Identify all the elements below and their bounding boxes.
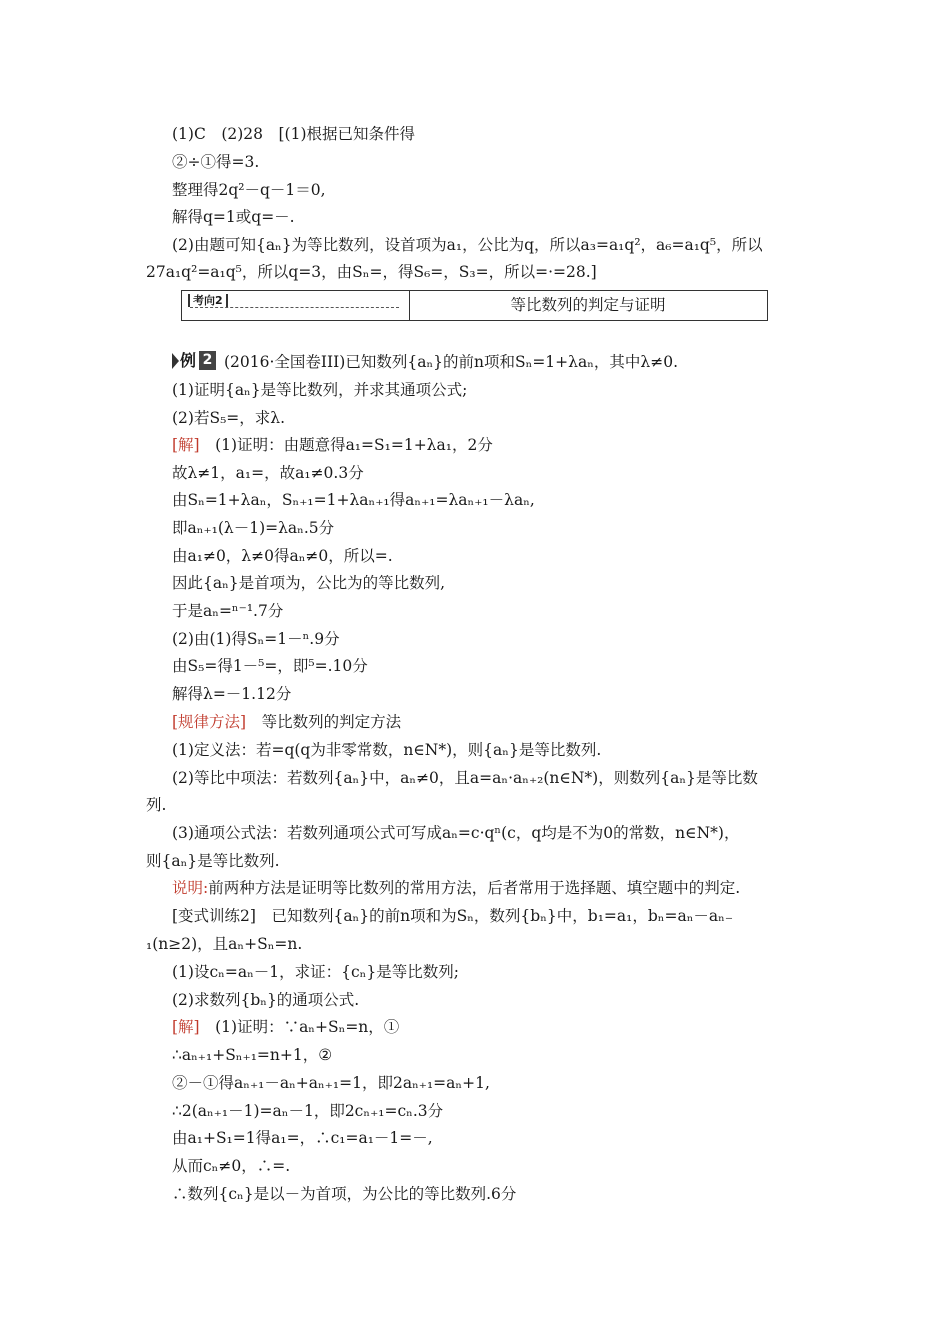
solution-line [172, 408, 285, 428]
solution-line [172, 962, 459, 982]
solution-line [172, 768, 758, 788]
section-label: [规律方法] [172, 713, 247, 731]
line-text: 从而cₙ≠0，∴=. [172, 1157, 291, 1175]
line-text: ∴数列{cₙ}是以－为首项，为公比的等比数列.6分 [172, 1185, 517, 1203]
answer-line [172, 152, 259, 172]
line-text: ∴aₙ₊₁+Sₙ₊₁=n+1，② [172, 1046, 333, 1064]
triangle-icon [172, 353, 179, 369]
solution-line [172, 1184, 516, 1204]
answer-line [172, 235, 763, 255]
answer-line [172, 124, 415, 144]
line-text: 解得λ=－1.12分 [172, 685, 292, 703]
line-text: ₁(n≥2)，且aₙ+Sₙ=n. [146, 935, 303, 953]
solution-line [172, 380, 467, 400]
line-text: (1)C (2)28 [(1)根据已知条件得 [172, 125, 415, 143]
line-text: (3)通项公式法：若数列通项公式可写成aₙ=c·qⁿ(c，q均是不为0的常数，n∈N*)， [172, 824, 740, 842]
solution-line [172, 990, 359, 1010]
solution-line [172, 878, 740, 898]
line-text: (2)若S₅=，求λ. [172, 409, 286, 427]
line-text: (1)证明：由题意得a₁=S₁=1+λa₁，2分 [199, 436, 493, 454]
section-label: [解] [172, 436, 200, 454]
answer-line [172, 207, 295, 227]
line-text: [变式训练2] 已知数列{aₙ}的前n项和为Sₙ，数列{bₙ}中，b₁=a₁，bₙ=aₙ－aₙ₋ [172, 907, 734, 925]
solution-line [146, 851, 280, 871]
solution-line [172, 656, 368, 676]
line-text: 由a₁+S₁=1得a₁=，∴c₁=a₁－1=－, [172, 1129, 433, 1147]
line-text: 则{aₙ}是等比数列. [146, 852, 280, 870]
solution-line [172, 712, 401, 732]
line-text: (1)证明{aₙ}是等比数列，并求其通项公式; [172, 381, 468, 399]
line-text: ②÷①得=3. [172, 153, 260, 171]
answer-line [172, 180, 326, 200]
line-text: 等比数列的判定方法 [246, 713, 402, 731]
line-text: (1)设cₙ=aₙ－1，求证：{cₙ}是等比数列; [172, 963, 459, 981]
solution-line [172, 518, 334, 538]
solution-line [172, 629, 340, 649]
solution-line [172, 463, 364, 483]
solution-line [172, 490, 535, 510]
topic-tag: 考向2 [188, 294, 228, 307]
line-text: ②－①得aₙ₊₁－aₙ+aₙ₊₁=1，即2aₙ₊₁=aₙ+1, [172, 1074, 490, 1092]
solution-line [172, 546, 393, 566]
line-text: (2)等比中项法：若数列{aₙ}中，aₙ≠0，且a=aₙ·aₙ₊₂(n∈N*)，则数列{aₙ}是等比数 [172, 769, 758, 787]
example-badge [172, 351, 218, 370]
section-label: [解] [172, 1018, 200, 1036]
solution-line [172, 823, 739, 843]
line-text: 由a₁≠0，λ≠0得aₙ≠0，所以=. [172, 547, 393, 565]
line-text: 于是aₙ=ⁿ⁻¹.7分 [172, 602, 284, 620]
solution-line [172, 1017, 399, 1037]
solution-line [172, 1101, 443, 1121]
solution-line [172, 601, 283, 621]
section-label: 说明: [172, 879, 209, 897]
line-text: 由Sₙ=1+λaₙ，Sₙ₊₁=1+λaₙ₊₁得aₙ₊₁=λaₙ₊₁－λaₙ, [172, 491, 535, 509]
line-text: (2)求数列{bₙ}的通项公式. [172, 991, 360, 1009]
line-text: 前两种方法是证明等比数列的常用方法，后者常用于选择题、填空题中的判定. [208, 879, 741, 897]
line-text: 列. [146, 796, 167, 814]
line-text: 即aₙ₊₁(λ－1)=λaₙ.5分 [172, 519, 335, 537]
example-word: 例 [180, 351, 197, 370]
line-text: (2)由题可知{aₙ}为等比数列，设首项为a₁，公比为q，所以a₃=a₁q²，a₆=a₁q⁵，所以 [172, 236, 763, 254]
solution-line [172, 435, 493, 455]
solution-line [172, 1156, 290, 1176]
line-text: ∴2(aₙ₊₁－1)=aₙ－1，即2cₙ₊₁=cₙ.3分 [172, 1102, 444, 1120]
solution-line [172, 1045, 332, 1065]
solution-line [172, 1128, 433, 1148]
solution-line [172, 740, 601, 760]
solution-line [172, 684, 291, 704]
solution-line [172, 573, 445, 593]
example-line [172, 351, 678, 372]
answer-line [146, 262, 597, 282]
line-text: (1)证明：∵aₙ+Sₙ=n，① [199, 1018, 400, 1036]
dashed-divider [190, 307, 399, 308]
solution-line [172, 906, 733, 926]
example-text: (2016·全国卷III)已知数列{aₙ}的前n项和Sₙ=1+λaₙ，其中λ≠0. [224, 353, 679, 371]
line-text: (2)由(1)得Sₙ=1－ⁿ.9分 [172, 630, 340, 648]
example-number: 2 [199, 351, 216, 370]
line-text: 27a₁q²=a₁q⁵，所以q=3，由Sₙ=，得S₆=，S₃=，所以=·=28.] [146, 263, 597, 281]
line-text: (1)定义法：若=q(q为非零常数，n∈N*)，则{aₙ}是等比数列. [172, 741, 602, 759]
line-text: 由S₅=得1－⁵=，即⁵=.10分 [172, 657, 368, 675]
line-text: 故λ≠1，a₁=，故a₁≠0.3分 [172, 464, 364, 482]
topic-title: 等比数列的判定与证明 [510, 296, 666, 314]
line-text: 因此{aₙ}是首项为，公比为的等比数列, [172, 574, 446, 592]
solution-line [172, 1073, 490, 1093]
topic-tag-cell [182, 291, 410, 320]
line-text: 解得q=1或q=－. [172, 208, 295, 226]
line-text: 整理得2q²－q－1＝0, [172, 181, 326, 199]
solution-line [146, 934, 302, 954]
solution-line [146, 795, 166, 815]
topic-header-box [181, 290, 768, 321]
